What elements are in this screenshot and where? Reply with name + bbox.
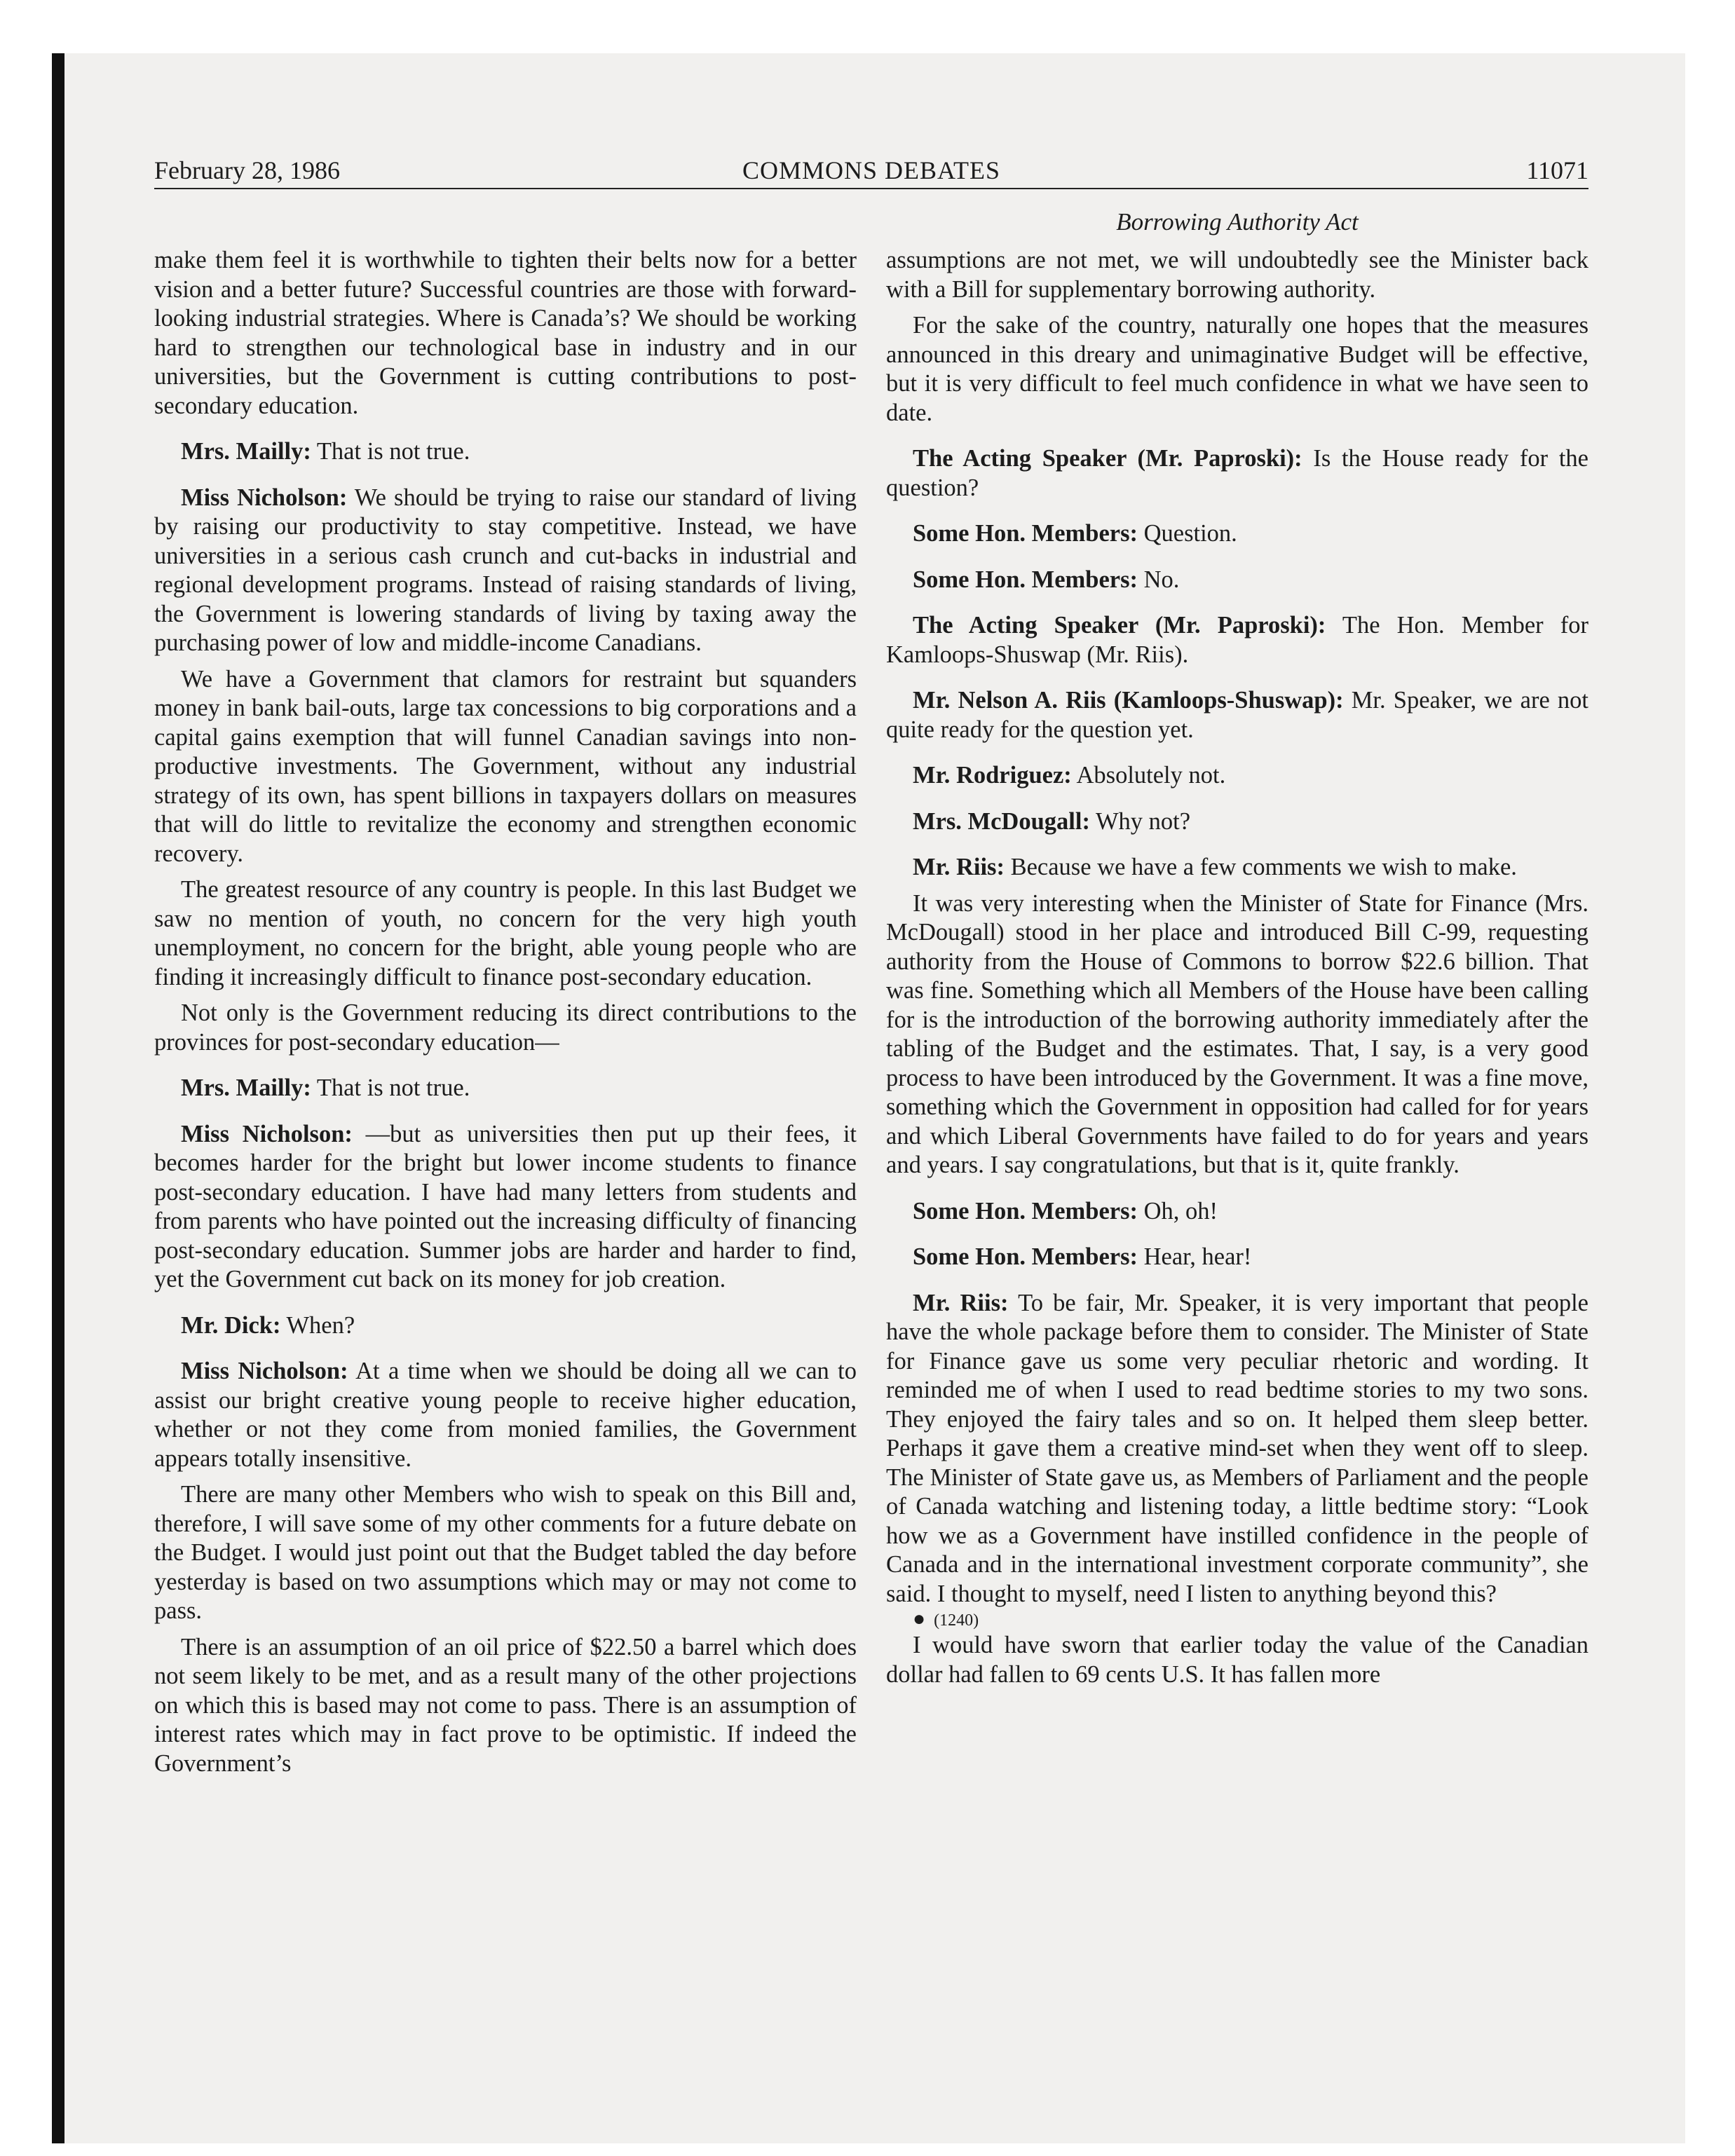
page-number: 11071 bbox=[1526, 156, 1588, 184]
speech bbox=[154, 1074, 857, 1103]
speech bbox=[886, 566, 1588, 595]
speech bbox=[886, 1243, 1588, 1272]
speaker-name: Mrs. Mailly: bbox=[181, 1074, 311, 1101]
speaker-name: Mr. Riis: bbox=[913, 1289, 1009, 1316]
speech bbox=[154, 1120, 857, 1295]
speech bbox=[886, 686, 1588, 744]
speech bbox=[154, 484, 857, 658]
speaker-name: Mr. Rodriguez: bbox=[913, 762, 1072, 789]
speech-text: —but as universities then put up their fees, it becomes harder for the bright but lower income students to finance post-secondary education. I have had many letters from students and from parents who have pointed out the increasing difficulty of financing post-secondary education. Summer jobs are harder and harder to find, yet the Government cut back on its money for job creation. bbox=[154, 1120, 857, 1292]
speech-text: Question. bbox=[1137, 520, 1237, 547]
time-marker bbox=[886, 1609, 1588, 1631]
speech-text: That is not true. bbox=[311, 438, 470, 465]
speech-text: Absolutely not. bbox=[1071, 762, 1226, 789]
speech bbox=[886, 1197, 1588, 1227]
time-stamp: (1240) bbox=[934, 1611, 979, 1630]
speech-text: Hear, hear! bbox=[1137, 1243, 1252, 1270]
speech-text: Is the House ready for the question? bbox=[886, 445, 1588, 501]
speech-text: That is not true. bbox=[311, 1074, 470, 1101]
speech bbox=[886, 444, 1588, 503]
speech bbox=[154, 437, 857, 467]
header-title: COMMONS DEBATES bbox=[742, 156, 1001, 184]
speech-text: No. bbox=[1137, 566, 1180, 593]
right-column bbox=[886, 246, 1588, 1689]
speech bbox=[886, 611, 1588, 669]
paragraph: Not only is the Government reducing its direct contributions to the provinces for post-secondary education— bbox=[154, 999, 857, 1056]
speech-text: At a time when we should be doing all we can to assist our bright creative young people to receive higher education, whether or not they come from monied families, the Government appears totally insensitive. bbox=[154, 1358, 857, 1472]
speech-text: Mr. Speaker, we are not quite ready for the question yet. bbox=[886, 687, 1588, 743]
paragraph: We have a Government that clamors for restraint but squanders money in bank bail-outs, large tax concessions to big corporations and a capital gains exemption that will funnel Canadian savings into non-productive investments. The Government, without any industrial strategy of its own, has spent billions in taxpayers dollars on measures that will do little to revitalize the economy and strengthen economic recovery. bbox=[154, 665, 857, 867]
speaker-name: Some Hon. Members: bbox=[913, 520, 1138, 547]
speech bbox=[154, 1311, 857, 1341]
speech-text: We should be trying to raise our standard of living by raising our productivity to stay competitive. Instead, we have universities in a serious cash crunch and cut-backs in industrial and regional development programs. Instead of raising standards of living, the Government is lowering standards of living by taxing away the purchasing power of low and middle-income Canadians. bbox=[154, 484, 857, 656]
paragraph: The greatest resource of any country is people. In this last Budget we saw no mention of youth, no concern for the very high youth unemployment, no concern for the bright, able young people who are finding it increasingly difficult to finance post-secondary education. bbox=[154, 876, 857, 990]
speaker-name: Mr. Nelson A. Riis (Kamloops-Shuswap): bbox=[913, 687, 1344, 714]
header-rule bbox=[154, 188, 1588, 189]
paragraph: It was very interesting when the Minister of State for Finance (Mrs. McDougall) stood in her place and introduced Bill C-99, requesting authority from the House of Commons to borrow $22.6 billion. That was fine. Something which all Members of the House have been calling for is the introduction of the borrowing authority immediately after the tabling of the Budget and the estimates. That, I say, is a very good process to have been introduced by the Government. It was a fine move, something which the Government in opposition had called for for years and which Liberal Governments have failed to do for years and years and years. I say congratulations, but that is it, quite frankly. bbox=[886, 889, 1588, 1178]
speech-text: The Hon. Member for Kamloops-Shuswap (Mr. Riis). bbox=[886, 612, 1588, 668]
left-column bbox=[154, 246, 857, 1778]
paragraph: I would have sworn that earlier today the value of the Canadian dollar had fallen to 69 cents U.S. It has fallen more bbox=[886, 1632, 1588, 1688]
header-date: February 28, 1986 bbox=[154, 156, 340, 184]
speaker-name: The Acting Speaker (Mr. Paproski): bbox=[913, 612, 1326, 639]
paragraph: assumptions are not met, we will undoubtedly see the Minister back with a Bill for supplementary borrowing authority. bbox=[886, 247, 1588, 303]
paragraph: For the sake of the country, naturally one hopes that the measures announced in this dreary and unimaginative Budget will be effective, but it is very difficult to feel much confidence in what we have seen to date. bbox=[886, 312, 1588, 426]
speaker-name: Some Hon. Members: bbox=[913, 1243, 1138, 1270]
speech-text: Why not? bbox=[1089, 807, 1191, 835]
page-binding-edge bbox=[52, 53, 64, 2143]
speech-text: Because we have a few comments we wish to make. bbox=[1004, 854, 1517, 880]
speaker-name: Miss Nicholson: bbox=[181, 484, 348, 511]
speaker-name: Some Hon. Members: bbox=[913, 566, 1138, 593]
speaker-name: Mrs. Mailly: bbox=[181, 438, 311, 465]
speaker-name: Some Hon. Members: bbox=[913, 1197, 1138, 1224]
speaker-name: Miss Nicholson: bbox=[181, 1358, 348, 1384]
speech bbox=[886, 853, 1588, 882]
speaker-name: Mr. Dick: bbox=[181, 1311, 281, 1339]
speaker-name: The Acting Speaker (Mr. Paproski): bbox=[913, 445, 1302, 472]
speech bbox=[886, 807, 1588, 837]
bullet-icon: ● bbox=[913, 1607, 926, 1630]
speech bbox=[886, 519, 1588, 549]
speaker-name: Mrs. McDougall: bbox=[913, 807, 1090, 835]
running-head: Borrowing Authority Act bbox=[1116, 208, 1359, 236]
speech-text: When? bbox=[280, 1311, 355, 1339]
paragraph: There are many other Members who wish to speak on this Bill and, therefore, I will save some of my other comments for a future debate on the Budget. I would just point out that the Budget tabled the day before yesterday is based on two assumptions which may or may not come to pass. bbox=[154, 1481, 857, 1624]
page-header bbox=[154, 153, 1588, 188]
paragraph: make them feel it is worthwhile to tighten their belts now for a better vision and a better future? Successful countries are those with forward-looking industrial strategies. Where is Canada’s? We should be working hard to strengthen our technological base in industry and in our universities, but the Government is cutting contributions to post-secondary education. bbox=[154, 247, 857, 419]
speech bbox=[886, 761, 1588, 791]
speaker-name: Mr. Riis: bbox=[913, 854, 1005, 880]
speech-text: Oh, oh! bbox=[1137, 1197, 1218, 1224]
speech-text: To be fair, Mr. Speaker, it is very important that people have the whole package before them to consider. The Minister of State for Finance gave us some very peculiar rhetoric and wording. It reminded me of when I used to read bedtime stories to my two sons. They enjoyed the fairy tales and so on. It helped them sleep better. Perhaps it gave them a creative mind-set when they went off to sleep. The Minister of State gave us, as Members of Parliament and the people of Canada watching and listening today, a little bedtime story: “Look how we as a Government have instilled confidence in the people of Canada and in the international investment corporate community”, she said. I thought to myself, need I listen to anything beyond this? bbox=[886, 1289, 1588, 1607]
paragraph: There is an assumption of an oil price of $22.50 a barrel which does not seem likely to be met, and as a result many of the other projections on which this is based may not come to pass. There is an assumption of interest rates which may in fact prove to be optimistic. If indeed the Government’s bbox=[154, 1633, 857, 1777]
speaker-name: Miss Nicholson: bbox=[181, 1120, 353, 1147]
speech bbox=[886, 1289, 1588, 1609]
speech bbox=[154, 1357, 857, 1473]
